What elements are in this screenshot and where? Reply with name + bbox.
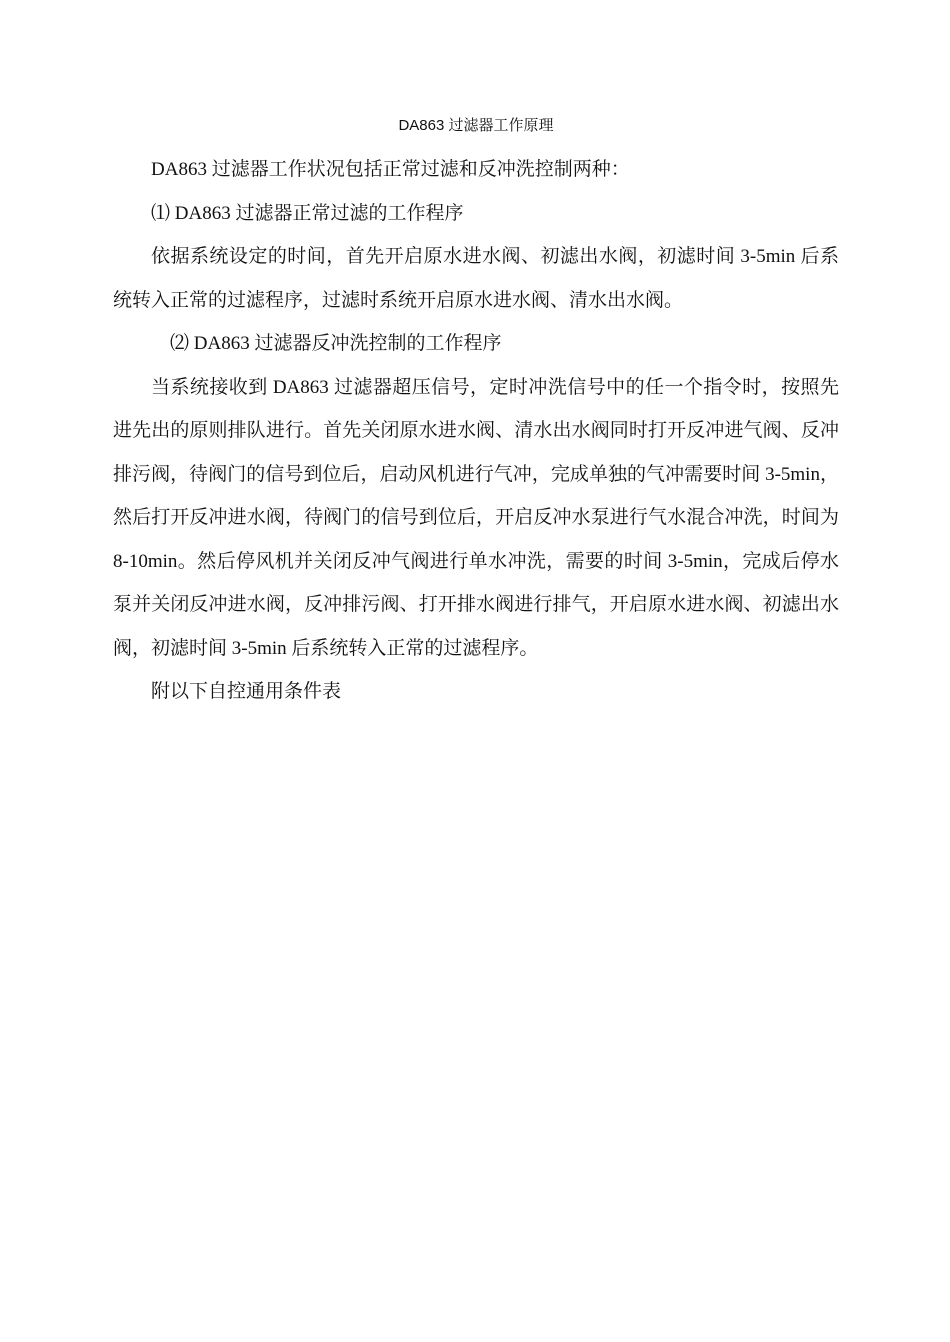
section-heading-backwash-control: ⑵ DA863 过滤器反冲洗控制的工作程序	[170, 333, 502, 354]
section-heading-normal-filtration: ⑴ DA863 过滤器正常过滤的工作程序	[151, 202, 464, 224]
normal-filtration-paragraph: 依据系统设定的时间，首先开启原水进水阀、初滤出水阀，初滤时间 3-5min 后系统转入正常的过滤程序，过滤时系统开启原水进水阀、清水出水阀。	[113, 246, 839, 311]
intro-paragraph: DA863 过滤器工作状况包括正常过滤和反冲洗控制两种：	[151, 159, 630, 180]
appendix-note: 附以下自控通用条件表	[151, 681, 342, 702]
backwash-control-paragraph: 当系统接收到 DA863 过滤器超压信号，定时冲洗信号中的任一个指令时，按照先进先出的原则排队进行。首先关闭原水进水阀、清水出水阀同时打开反冲进气阀、反冲排污阀，待阀门的信号到位后，启动风机进行气冲，完成单独的气冲需要时间 3-5min，然后打开反冲进水阀，待阀门的信号到位后，开启反冲水泵进行气水混合冲洗，时间为 8-10min。然后停风机并关闭反冲气阀进行单水冲洗，需要的时间 3-5min，完成后停水泵并关闭反冲进水阀，反冲排污阀、打开排水阀进行排气，开启原水进水阀、初滤出水阀，初滤时间 3-5min 后系统转入正常的过滤程序。	[113, 376, 839, 659]
page-title: DA863 过滤器工作原理	[398, 117, 554, 134]
document-body	[113, 112, 839, 714]
